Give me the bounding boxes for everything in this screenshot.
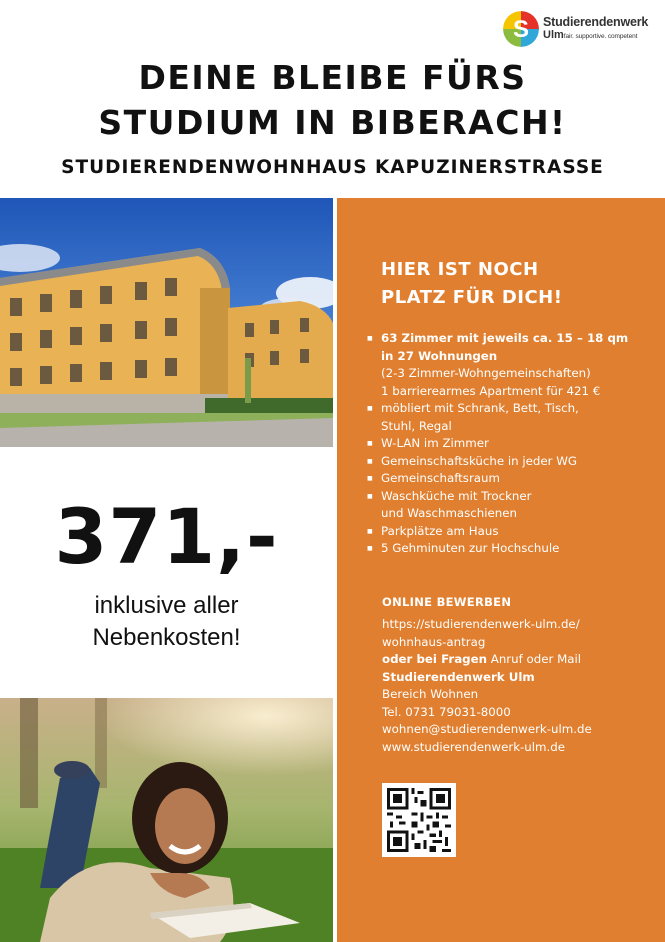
contact-website[interactable]: www.studierendenwerk-ulm.de bbox=[382, 739, 566, 754]
price-note-line-1: inklusive aller bbox=[94, 592, 239, 619]
feature-parking: ■ Parkplätze am Haus bbox=[367, 523, 662, 541]
headline-line-1: DEINE BLEIBE FÜRS bbox=[138, 58, 527, 97]
qr-code-icon[interactable] bbox=[382, 783, 456, 857]
logo-mark-icon bbox=[503, 11, 539, 47]
contact-block bbox=[382, 616, 592, 756]
building-photo bbox=[0, 198, 333, 447]
rent-price-note bbox=[0, 590, 333, 654]
offer-title-line-2: PLATZ FÜR DICH! bbox=[381, 287, 563, 308]
offer-title bbox=[381, 256, 562, 312]
feature-laundry-cont: und Waschmaschienen bbox=[381, 506, 518, 520]
feature-laundry: ■ Waschküche mit Trockner bbox=[367, 488, 662, 506]
apply-online-title: ONLINE BEWERBEN bbox=[382, 595, 512, 609]
feature-common-room: ■ Gemeinschaftsraum bbox=[367, 470, 662, 488]
studierendenwerk-logo bbox=[503, 10, 653, 50]
contact-org: Studierendenwerk Ulm bbox=[382, 669, 535, 684]
feature-list bbox=[367, 330, 662, 558]
rent-price: 371,- bbox=[54, 492, 279, 581]
student-photo bbox=[0, 698, 333, 942]
feature-kitchen: ■ Gemeinschaftsküche in jeder WG bbox=[367, 453, 662, 471]
apply-url-line-2[interactable]: wohnhaus-antrag bbox=[382, 634, 486, 649]
feature-wlan: ■ W-LAN im Zimmer bbox=[367, 435, 662, 453]
price-note-line-2: Nebenkosten! bbox=[92, 624, 241, 651]
questions-text: Anruf oder Mail bbox=[487, 652, 582, 666]
svg-text:S: S bbox=[512, 16, 530, 43]
feature-furnished-cont: Stuhl, Regal bbox=[381, 418, 452, 433]
headline-line-2: STUDIUM IN BIBERACH! bbox=[98, 103, 567, 142]
contact-department: Bereich Wohnen bbox=[382, 687, 479, 701]
contact-phone[interactable]: Tel. 0731 79031-8000 bbox=[382, 704, 511, 719]
feature-accessible-apartment: 1 barrierearmes Apartment für 421 € bbox=[381, 383, 601, 398]
offer-title-line-1: HIER IST NOCH bbox=[381, 259, 539, 280]
logo-name: Studierendenwerk bbox=[543, 15, 649, 29]
contact-email[interactable]: wohnen@studierendenwerk-ulm.de bbox=[382, 722, 592, 736]
feature-rooms: ■ 63 Zimmer mit jeweils ca. 15 – 18 qm bbox=[367, 330, 662, 348]
page-subheadline: STUDIERENDENWOHNHAUS KAPUZINERSTRASSE bbox=[61, 157, 604, 178]
feature-rooms-cont: in 27 Wohnungen bbox=[381, 348, 498, 363]
feature-university-distance: ■ 5 Gehminuten zur Hochschule bbox=[367, 540, 662, 558]
feature-furnished: ■ möbliert mit Schrank, Bett, Tisch, bbox=[367, 400, 662, 418]
feature-rooms-shared: (2-3 Zimmer-Wohngemeinschaften) bbox=[381, 366, 591, 380]
offer-panel bbox=[337, 198, 665, 942]
logo-city: Ulm bbox=[543, 29, 564, 41]
questions-label: oder bei Fragen bbox=[382, 652, 487, 666]
logo-tagline: fair. supportive. competent bbox=[563, 33, 638, 40]
page-headline bbox=[0, 55, 665, 145]
apply-url-line-1[interactable]: https://studierendenwerk-ulm.de/ bbox=[382, 617, 580, 631]
